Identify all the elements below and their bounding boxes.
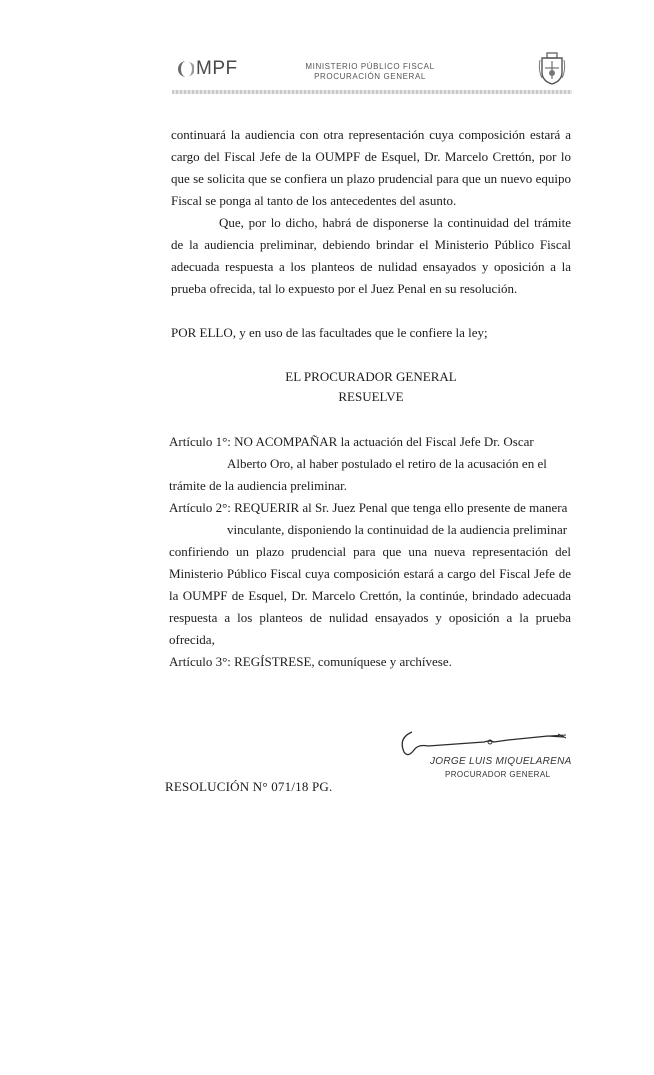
article-1-rest: trámite de la audiencia preliminar. xyxy=(169,478,347,493)
header-divider xyxy=(172,90,572,94)
resolution-authority: EL PROCURADOR GENERAL xyxy=(285,369,457,384)
letterhead xyxy=(172,52,572,94)
article-2-line-1: Artículo 2°: REQUERIR al Sr. Juez Penal que tenga ello presente de manera xyxy=(169,500,568,515)
signatory-title: PROCURADOR GENERAL xyxy=(445,770,551,779)
logo-text: MPF xyxy=(196,58,238,79)
article-3 xyxy=(169,651,571,673)
article-1-line-1: Artículo 1°: NO ACOMPAÑAR la actuación del Fiscal Jefe Dr. Oscar xyxy=(169,434,534,449)
paragraph-continuation: continuará la audiencia con otra representación cuya composición estará a cargo del Fiscal Jefe de la OUMPF de Esquel, Dr. Marcelo Crettón, por lo que se solicita que se confiera un plazo prudencial para que un nuevo equipo Fiscal se ponga al tanto de los antecedentes del asunto. xyxy=(171,127,571,208)
organization-name xyxy=(300,62,440,82)
article-3-line-1: Artículo 3°: REGÍSTRESE, comuníquese y archívese. xyxy=(169,654,452,669)
signatory-name: JORGE LUIS MIQUELARENA xyxy=(430,756,572,767)
provincial-crest-icon xyxy=(538,52,566,86)
paragraph-por-ello: POR ELLO, y en uso de las facultades que le confiere la ley; xyxy=(171,325,488,340)
article-1 xyxy=(169,431,571,497)
paragraph-que: Que, por lo dicho, habrá de disponerse la continuidad del trámite de la audiencia preliminar, debiendo brindar el Ministerio Público Fiscal adecuada respuesta a los planteos de nulidad ensayados y oposición a la prueba ofrecida, tal lo expuesto por el Juez Penal en su resolución. xyxy=(171,215,571,296)
resolution-number: RESOLUCIÓN N° 071/18 PG. xyxy=(165,779,333,794)
mpf-logo-mark-icon xyxy=(176,60,194,78)
mpf-logo xyxy=(176,58,238,80)
article-2-line-2: vinculante, disponiendo la continuidad de la audiencia preliminar xyxy=(227,522,568,537)
resolution-resuelve: RESUELVE xyxy=(338,389,404,404)
organization-line-1: MINISTERIO PÚBLICO FISCAL xyxy=(305,62,435,71)
article-2-rest: confiriendo un plazo prudencial para que una nueva representación del Ministerio Público Fiscal cuya composición estará a cargo del Fiscal Jefe de la OUMPF de Esquel, Dr. Marcelo Crettón, la continúe, brindado adecuada respuesta a los planteos de nulidad ensayados y oposición a la prueba ofrecida, xyxy=(169,544,571,647)
article-2 xyxy=(169,497,571,651)
organization-line-2: PROCURACIÓN GENERAL xyxy=(314,72,426,81)
article-1-line-2: Alberto Oro, al haber postulado el retiro de la acusación en el xyxy=(227,456,547,471)
